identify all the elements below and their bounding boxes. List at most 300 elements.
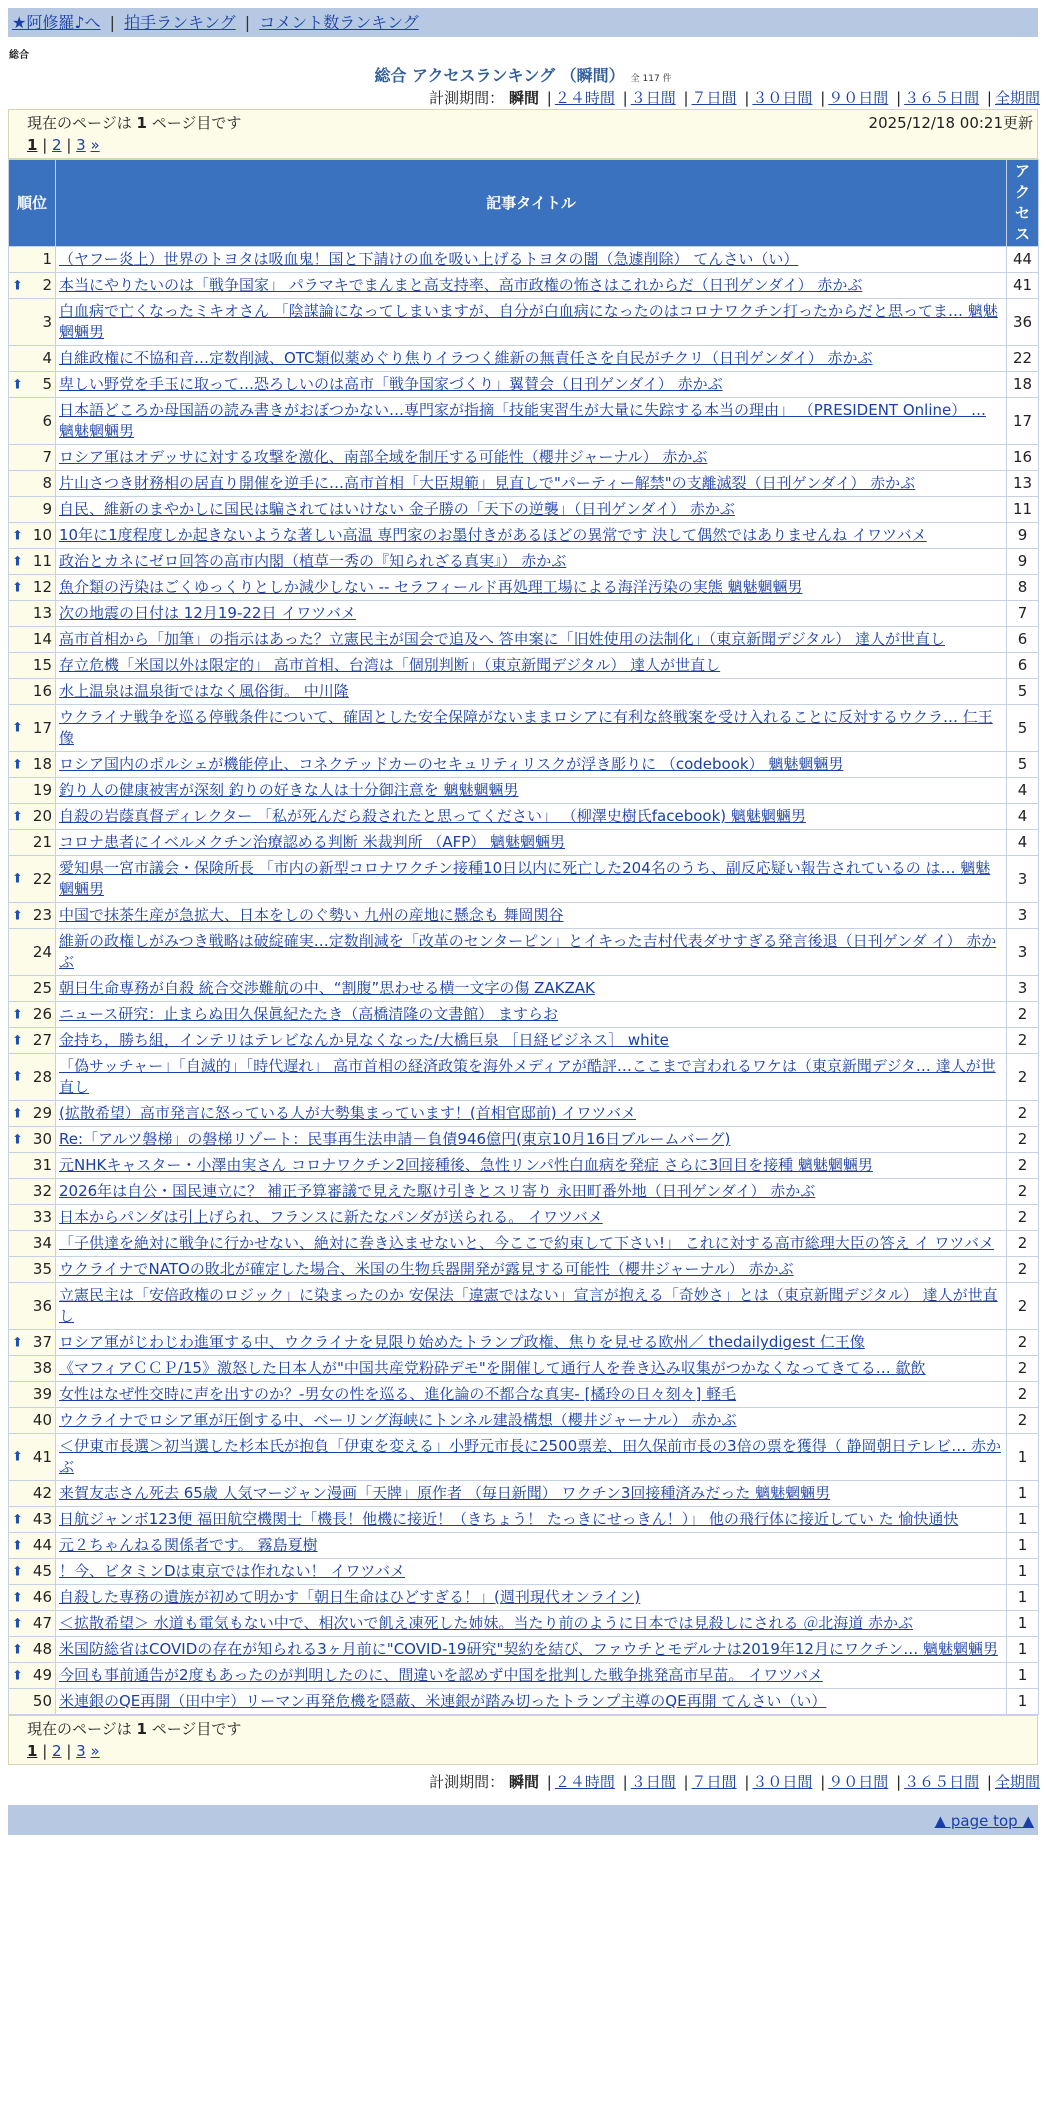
article-link[interactable]: 水上温泉は温泉街ではなく風俗街。 中川隆 [59,682,349,700]
period-label: 計測期間： [429,1773,505,1791]
rank-number: 37 [32,1333,52,1351]
title-cell [56,299,1007,346]
rank-number: 18 [32,755,52,773]
period-link-3d[interactable]: ３日間 [630,89,676,107]
table-row [9,1257,1039,1283]
title-cell [56,1382,1007,1408]
article-link[interactable]: 愛知県一宮市議会・保険所長 「市内の新型コロナワクチン接種10日以内に死亡した204名のうち、副反応疑い報告されているの は… 魑魅魍魎男 [59,859,991,898]
period-link-90d[interactable]: ９０日間 [828,89,889,107]
access-count: 1 [1007,1533,1039,1559]
rank-number: 25 [32,979,52,997]
rank-number: 35 [32,1260,52,1278]
article-link[interactable]: 自維政権に不協和音…定数削減、OTC類似薬めぐり焦りイラつく維新の無責任さを自民がチクリ（日刊ゲンダイ） 赤かぶ [59,349,873,367]
rank-cell [9,523,56,549]
period-link-7d[interactable]: ７日間 [691,1773,737,1791]
article-link[interactable]: （ヤフー炎上）世界のトヨタは吸血鬼！国と下請けの血を吸い上げるトヨタの闇（急遽削除） てんさい（い） [59,250,799,268]
top-nav-bar [8,8,1038,37]
rank-number: 5 [42,375,52,393]
table-row [9,1382,1039,1408]
article-link[interactable]: 米国防総省はCOVIDの存在が知られる3ヶ月前に"COVID-19研究"契約を結び、ファウチとモデルナは2019年12月にワクチン… 魑魅魍魎男 [59,1640,998,1658]
article-link[interactable]: 金持ち，勝ち組，インテリはテレビなんか見なくなった/大橋巨泉 ［日経ビジネス］ white [59,1031,669,1049]
table-row [9,247,1039,273]
access-count: 11 [1007,497,1039,523]
title-cell [56,1559,1007,1585]
article-link[interactable]: ロシア軍がじわじわ進軍する中、ウクライナを見限り始めたトランプ政権、焦りを見せる欧州／ thedailydigest 仁王像 [59,1333,865,1351]
rank-cell [9,1153,56,1179]
title-cell [56,929,1007,976]
page-status: 現在のページは 1 ページ目です [27,114,242,132]
article-link[interactable]: ！今、ビタミンDは東京では作れない！ イワツバメ [59,1562,406,1580]
rank-cell [9,1330,56,1356]
access-count: 3 [1007,976,1039,1002]
page-status-bottom: 現在のページは 1 ページ目です [27,1720,242,1738]
rank-cell [9,299,56,346]
rank-cell [9,1434,56,1481]
rank-cell [9,1611,56,1637]
access-count: 9 [1007,549,1039,575]
category-label: 総合 [9,50,29,61]
access-count: 2 [1007,1330,1039,1356]
up-arrow-icon: ⬆ [12,1590,23,1605]
period-link-90d[interactable]: ９０日間 [828,1773,889,1791]
access-count: 3 [1007,929,1039,976]
title-cell [56,1054,1007,1101]
page-info-top [8,109,1038,159]
rank-number: 42 [32,1484,52,1502]
access-count: 6 [1007,627,1039,653]
rank-cell [9,778,56,804]
page-top-link[interactable]: ▲ page top ▲ [934,1812,1034,1830]
rank-cell [9,1257,56,1283]
article-link[interactable]: コロナ患者にイベルメクチン治療認める判断 米裁判所 （AFP） 魑魅魍魎男 [59,833,566,851]
period-current: 瞬間 [508,89,539,107]
title-cell [56,1101,1007,1127]
rank-number: 19 [32,781,52,799]
table-row [9,778,1039,804]
access-count: 3 [1007,856,1039,903]
title-cell [56,1663,1007,1689]
rank-number: 32 [32,1182,52,1200]
up-arrow-icon: ⬆ [12,1564,23,1579]
rank-cell [9,903,56,929]
title-cell [56,1127,1007,1153]
rank-number: 46 [32,1588,52,1606]
rank-cell [9,1179,56,1205]
article-link[interactable]: 2026年は自公・国民連立に？ 補正予算審議で見えた駆け引きとスリ寄り 永田町番外地（日刊ゲンダイ） 赤かぶ [59,1182,816,1200]
rank-cell [9,705,56,752]
pager-current-page: 1 [27,136,38,154]
title-cell [56,1330,1007,1356]
up-arrow-icon: ⬆ [12,1132,23,1147]
access-count: 18 [1007,372,1039,398]
table-row [9,929,1039,976]
article-link[interactable]: 本当にやりたいのは「戦争国家」 パラマキでまんまと高支持率、高市政権の怖さはこれからだ（日刊ゲンダイ） 赤かぶ [59,276,863,294]
rank-number: 39 [32,1385,52,1403]
access-count: 6 [1007,653,1039,679]
rank-cell [9,1002,56,1028]
article-link[interactable]: Re:「アルツ磐梯」の磐梯リゾート：民事再生法申請－負債946億円(東京10月16日ブルームバーグ) [59,1130,731,1148]
rank-cell [9,273,56,299]
up-arrow-icon: ⬆ [12,871,23,887]
article-link[interactable]: ロシア軍はオデッサに対する攻撃を激化、南部全域を制圧する可能性（櫻井ジャーナル） 赤かぶ [59,448,708,466]
access-count: 4 [1007,830,1039,856]
rank-cell [9,575,56,601]
pager-next-link[interactable]: » [90,136,100,154]
access-count: 1 [1007,1637,1039,1663]
header-rank: 順位 [9,160,56,247]
period-link-365d[interactable]: ３６５日間 [904,1773,980,1791]
period-label: 計測期間： [429,89,505,107]
article-link[interactable]: 「偽サッチャー」「自滅的」「時代遅れ」 高市首相の経済政策を海外メディアが酷評…ここまで言われるワケは（東京新聞デジタ… 達人が世直し [59,1057,996,1096]
rank-number: 41 [32,1447,52,1466]
table-row [9,1663,1039,1689]
nav-link-comment-ranking[interactable]: コメント数ランキング [259,13,419,32]
access-count: 1 [1007,1481,1039,1507]
article-link[interactable]: 元２ちゃんねる関係者です。 霧島夏樹 [59,1536,318,1554]
title-cell [56,372,1007,398]
period-link-30d[interactable]: ３０日間 [752,89,813,107]
rank-cell [9,752,56,778]
table-row [9,1330,1039,1356]
article-link[interactable]: 女性はなぜ性交時に声を出すのか？-男女の性を巡る、進化論の不都合な真実- [橘玲の日々刻々] 軽毛 [59,1385,737,1403]
title-cell [56,273,1007,299]
access-count: 7 [1007,601,1039,627]
access-count: 1 [1007,1559,1039,1585]
rank-number: 7 [42,448,52,466]
page-info-bottom [8,1715,1038,1765]
rank-number: 4 [42,349,52,367]
rank-number: 24 [32,942,52,961]
article-link[interactable]: 存立危機「米国以外は限定的」 高市首相、台湾は「個別判断」（東京新聞デジタル） 達人が世直し [59,656,721,674]
table-row [9,575,1039,601]
period-link-24h[interactable]: ２４時間 [554,1773,615,1791]
rank-cell [9,627,56,653]
rank-number: 40 [32,1411,52,1429]
table-row [9,372,1039,398]
rank-cell [9,1663,56,1689]
article-link[interactable]: 米連銀のQE再開（田中宇）リーマン再発危機を隠蔽、米連銀が踏み切ったトランプ主導のQE再開 てんさい（い） [59,1692,827,1710]
title-cell [56,752,1007,778]
up-arrow-icon: ⬆ [12,757,23,772]
table-row [9,1028,1039,1054]
article-link[interactable]: 維新の政権しがみつき戦略は破綻確実…定数削減を「改革のセンターピン」とイキった吉村代表ダサすぎる発言後退（日刊ゲンダ イ） 赤かぶ [59,932,997,971]
up-arrow-icon: ⬆ [12,1335,23,1350]
nav-separator: | [244,13,251,32]
nav-link-clap-ranking[interactable]: 拍手ランキング [124,13,236,32]
rank-number: 22 [32,869,52,888]
period-link-all[interactable]: 全期間 [994,1773,1040,1791]
rank-number: 20 [32,807,52,825]
rank-cell [9,346,56,372]
rank-cell [9,856,56,903]
rank-cell [9,1028,56,1054]
access-count: 17 [1007,398,1039,445]
article-link[interactable]: 魚介類の汚染はごくゆっくりとしか減少しない -- セラフィールド再処理工場による海洋汚染の実態 魑魅魍魎男 [59,578,803,596]
rank-cell [9,372,56,398]
rank-number: 2 [42,276,52,294]
rank-cell [9,445,56,471]
table-row [9,903,1039,929]
article-link[interactable]: 卑しい野党を手玉に取って…恐ろしいのは高市「戦争国家づくり」翼賛会（日刊ゲンダイ） 赤かぶ [59,375,723,393]
rank-number: 43 [32,1510,52,1528]
pager-link-page-2[interactable]: 2 [52,1742,62,1760]
article-link[interactable]: 片山さつき財務相の居直り開催を逆手に…高市首相「大臣規範」見直しで"パーティー解禁"の支離滅裂（日刊ゲンダイ） 赤かぶ [59,474,916,492]
title-cell [56,1611,1007,1637]
access-count: 5 [1007,752,1039,778]
rank-cell [9,471,56,497]
table-row [9,523,1039,549]
footer-bar [8,1805,1038,1835]
access-count: 2 [1007,1231,1039,1257]
rank-cell [9,549,56,575]
article-link[interactable]: 「子供達を絶対に戦争に行かせない、絶対に巻き込ませないと、今ここで約束して下さい!」 これに対する高市総理大臣の答え イ ワツバメ [59,1234,995,1252]
table-row [9,1533,1039,1559]
article-link[interactable]: 日本語どころか母国語の読み書きがおぼつかない…専門家が指摘「技能実習生が大量に失踪する本当の理由」 （PRESIDENT Online） … 魑魅魍魎男 [59,401,986,440]
title-cell [56,1179,1007,1205]
pager-link-page-2[interactable]: 2 [52,136,62,154]
rank-number: 17 [32,718,52,737]
rank-cell [9,1481,56,1507]
period-link-3d[interactable]: ３日間 [630,1773,676,1791]
title-cell [56,804,1007,830]
access-count: 1 [1007,1585,1039,1611]
table-row [9,627,1039,653]
rank-number: 34 [32,1234,52,1252]
title-cell [56,1689,1007,1715]
period-selector-bottom: 計測期間： 瞬間 | ２４時間 | ３日間 | ７日間 | ３０日間 | ９０日間 | ３６５日間 | 全期間 [429,1773,1040,1791]
title-cell [56,1356,1007,1382]
access-count: 3 [1007,903,1039,929]
pager-link-page-3[interactable]: 3 [76,136,86,154]
period-link-24h[interactable]: ２４時間 [554,89,615,107]
article-link[interactable]: 自民、維新のまやかしに国民は騙されてはいけない 金子勝の「天下の逆襲」（日刊ゲンダイ） 赤かぶ [59,500,735,518]
rank-number: 30 [32,1130,52,1148]
title-cell [56,627,1007,653]
access-count: 5 [1007,705,1039,752]
up-arrow-icon: ⬆ [12,580,23,595]
page-title-text: 総合 アクセスランキング （瞬間） [374,66,625,85]
table-row [9,1481,1039,1507]
access-count: 2 [1007,1054,1039,1101]
rank-number: 48 [32,1640,52,1658]
article-link[interactable]: 次の地震の日付は 12月19-22日 イワツバメ [59,604,356,622]
ranking-header-row [9,160,1039,247]
title-cell [56,1283,1007,1330]
pager-current-page: 1 [27,1742,38,1760]
title-cell [56,247,1007,273]
rank-number: 11 [32,552,52,570]
article-link[interactable]: 立憲民主は「安倍政権のロジック」に染まったのか 安保法「違憲ではない」宣言が抱える「奇妙さ」とは（東京新聞デジタル） 達人が世直し [59,1286,998,1325]
article-link[interactable]: ＜拡散希望＞ 水道も電気もない中で、相次いで飢え凍死した姉妹。当たり前のように日本では見殺しにされる ＠北海道 赤かぶ [59,1614,914,1632]
rank-number: 29 [32,1104,52,1122]
title-cell [56,471,1007,497]
article-link[interactable]: 自殺の岩蔭真督ディレクター 「私が死んだら殺されたと思ってください」 （柳澤史樹氏facebook) 魑魅魍魎男 [59,807,806,825]
article-link[interactable]: ウクライナ戦争を巡る停戦条件について、確固とした安全保障がないままロシアに有利な終戦案を受け入れることに反対するウクラ… 仁王像 [59,708,993,747]
pager-link-page-3[interactable]: 3 [76,1742,86,1760]
table-row [9,1231,1039,1257]
access-count: 1 [1007,1663,1039,1689]
rank-number: 44 [32,1536,52,1554]
article-link[interactable]: 来賀友志さん死去 65歳 人気マージャン漫画「天牌」原作者 （毎日新聞） ワクチン3回接種済みだった 魑魅魍魎男 [59,1484,831,1502]
title-cell [56,601,1007,627]
up-arrow-icon: ⬆ [12,1106,23,1121]
article-link[interactable]: ウクライナでロシア軍が圧倒する中、ベーリング海峡にトンネル建設構想（櫻井ジャーナル） 赤かぶ [59,1411,737,1429]
title-cell [56,1231,1007,1257]
table-row [9,976,1039,1002]
article-link[interactable]: ロシア国内のポルシェが機能停止、コネクテッドカーのセキュリティリスクが浮き彫りに （codebook） 魑魅魍魎男 [59,755,844,773]
table-row [9,1611,1039,1637]
rank-number: 6 [42,411,52,430]
rank-cell [9,1637,56,1663]
title-cell [56,1028,1007,1054]
table-row [9,1637,1039,1663]
access-count: 1 [1007,1434,1039,1481]
article-link[interactable]: 元NHKキャスター・小澤由実さん コロナワクチン2回接種後、急性リンパ性白血病を発症 さらに3回目を接種 魑魅魍魎男 [59,1156,873,1174]
article-link[interactable]: (拡散希望）高市発言に怒っている人が大勢集まっています！(首相官邸前) イワツバメ [59,1104,637,1122]
rank-cell [9,1205,56,1231]
rank-cell [9,1507,56,1533]
table-row [9,1507,1039,1533]
nav-separator: | [109,13,116,32]
article-link[interactable]: 《マフィアＣＣＰ/15》激怒した日本人が"中国共産党粉砕デモ"を開催して通行人を巻き込み収集がつかなくなってきてる… 歙飲 [59,1359,926,1377]
access-count: 44 [1007,247,1039,273]
rank-cell [9,1101,56,1127]
rank-cell [9,1408,56,1434]
access-count: 16 [1007,445,1039,471]
article-link[interactable]: 白血病で亡くなったミキオさん 「陰謀論になってしまいますが、自分が白血病になったのはコロナワクチン打ったからだと思ってま… 魑魅魍魎男 [59,302,998,341]
rank-cell [9,1689,56,1715]
title-cell [56,1637,1007,1663]
up-arrow-icon: ⬆ [12,1538,23,1553]
rank-number: 23 [32,906,52,924]
table-row [9,299,1039,346]
rank-number: 26 [32,1005,52,1023]
title-cell [56,575,1007,601]
period-link-7d[interactable]: ７日間 [691,89,737,107]
page-title [0,65,1046,87]
access-count: 2 [1007,1028,1039,1054]
title-cell [56,1408,1007,1434]
article-link[interactable]: ウクライナでNATOの敗北が確定した場合、米国の生物兵器開発が露見する可能性（櫻井ジャーナル） 赤かぶ [59,1260,794,1278]
article-link[interactable]: 高市首相から「加筆」の指示はあった？立憲民主が国会で追及へ 答申案に「旧姓使用の法制化」（東京新聞デジタル） 達人が世直し [59,630,945,648]
access-count: 2 [1007,1356,1039,1382]
table-row [9,445,1039,471]
up-arrow-icon: ⬆ [12,1007,23,1022]
table-row [9,601,1039,627]
access-count: 1 [1007,1689,1039,1715]
up-arrow-icon: ⬆ [12,1033,23,1048]
title-cell [56,653,1007,679]
access-count: 4 [1007,804,1039,830]
article-link[interactable]: 10年に1度程度しか起きないような著しい高温 専門家のお墨付きがあるほどの異常です 決して偶然ではありませんね イワツバメ [59,526,927,544]
up-arrow-icon: ⬆ [12,1449,23,1465]
table-row [9,1127,1039,1153]
table-row [9,1002,1039,1028]
article-link[interactable]: 日航ジャンボ123便 福田航空機関士「機長！他機に接近！（きちょう！ たっきにせっきん！）」 他の飛行体に接近してい た 愉快通快 [59,1510,959,1528]
rank-number: 1 [42,250,52,268]
up-arrow-icon: ⬆ [12,1069,23,1085]
title-cell [56,976,1007,1002]
rank-cell [9,497,56,523]
table-row [9,1559,1039,1585]
access-count: 2 [1007,1283,1039,1330]
rank-number: 28 [32,1067,52,1086]
table-row [9,856,1039,903]
title-cell [56,1153,1007,1179]
period-current: 瞬間 [508,1773,539,1791]
period-link-30d[interactable]: ３０日間 [752,1773,813,1791]
article-link[interactable]: 釣り人の健康被害が深刻 釣りの好きな人は十分御注意を 魑魅魍魎男 [59,781,519,799]
rank-cell [9,601,56,627]
article-link[interactable]: 今回も事前通告が2度もあったのが判明したのに、間違いを認めず中国を批判した戦争挑発高市早苗。 イワツバメ [59,1666,823,1684]
rank-number: 36 [32,1296,52,1315]
pager-bottom: 1 | 2 | 3 » [27,1742,100,1760]
rank-number: 15 [32,656,52,674]
article-link[interactable]: 政治とカネにゼロ回答の高市内閣（植草一秀の『知られざる真実』） 赤かぶ [59,552,567,570]
header-count: アクセス [1007,160,1039,247]
access-count: 36 [1007,299,1039,346]
rank-number: 49 [32,1666,52,1684]
access-count: 5 [1007,679,1039,705]
rank-number: 45 [32,1562,52,1580]
rank-cell [9,398,56,445]
rank-number: 16 [32,682,52,700]
rank-number: 47 [32,1614,52,1632]
title-cell [56,398,1007,445]
article-link[interactable]: 朝日生命専務が自殺 統合交渉難航の中、“割腹”思わせる横一文字の傷 ZAKZAK [59,979,595,997]
pager-next-link[interactable]: » [90,1742,100,1760]
title-cell [56,1257,1007,1283]
table-row [9,1408,1039,1434]
total-count: 全 117 件 [630,74,672,84]
title-cell [56,830,1007,856]
table-row [9,752,1039,778]
access-count: 2 [1007,1153,1039,1179]
title-cell [56,778,1007,804]
rank-cell [9,1356,56,1382]
title-cell [56,856,1007,903]
article-link[interactable]: 中国で抹茶生産が急拡大、日本をしのぐ勢い 九州の産地に懸念も 舞岡関谷 [59,906,564,924]
article-link[interactable]: 自殺した専務の遺族が初めて明かす「朝日生命はひどすぎる！」(週刊現代オンライン) [59,1588,641,1606]
up-arrow-icon: ⬆ [12,809,23,824]
rank-cell [9,1283,56,1330]
access-count: 2 [1007,1101,1039,1127]
table-row [9,1689,1039,1715]
article-link[interactable]: 日本からパンダは引上げられ、フランスに新たなパンダが送られる。 イワツバメ [59,1208,603,1226]
table-row [9,653,1039,679]
period-link-all[interactable]: 全期間 [994,89,1040,107]
access-count: 9 [1007,523,1039,549]
table-row [9,273,1039,299]
up-arrow-icon: ⬆ [12,528,23,543]
title-cell [56,679,1007,705]
rank-number: 21 [32,833,52,851]
nav-link-asyura-home[interactable]: ★阿修羅♪へ [12,13,101,32]
up-arrow-icon: ⬆ [12,1512,23,1527]
title-cell [56,497,1007,523]
pager-top: 1 | 2 | 3 » [27,136,100,154]
article-link[interactable]: ＜伊東市長選＞初当選した杉本氏が抱負「伊東を変える」小野元市長に2500票差、田久保前市長の3倍の票を獲得（ 静岡朝日テレビ… 赤かぶ [59,1437,1001,1476]
period-link-365d[interactable]: ３６５日間 [904,89,980,107]
table-row [9,1283,1039,1330]
ranking-body [9,247,1039,1715]
up-arrow-icon: ⬆ [12,908,23,923]
rank-cell [9,1533,56,1559]
table-row [9,497,1039,523]
rank-number: 9 [42,500,52,518]
article-link[interactable]: ニュース研究：止まらぬ田久保眞紀たたき（高橋清隆の文書館） ますらお [59,1005,559,1023]
rank-cell [9,804,56,830]
